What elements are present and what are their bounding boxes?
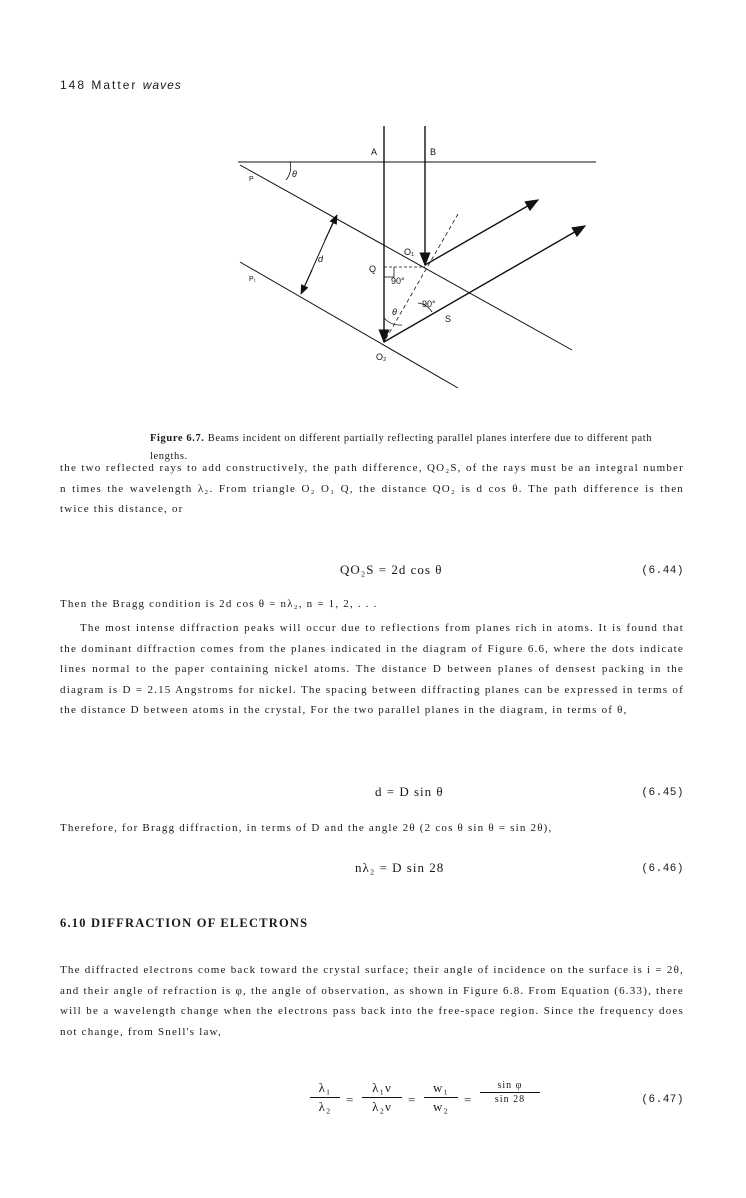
theta-arc-top bbox=[286, 162, 291, 180]
caption-label: Figure 6.7. bbox=[150, 433, 205, 444]
paragraph-5: The diffracted electrons come back toward the crystal surface; their angle of incidence on the surface is i = 2θ, and their angle of refraction is φ, the angle of observation, as shown in Figure 6.8. From Equation (6.33), there will be a wavelength change when the electrons pass back into the free-space region. Since the frequency does not change, from Snell's law, bbox=[60, 964, 684, 1038]
fraction-4 bbox=[480, 1080, 540, 1105]
label-o1: O₁ bbox=[404, 247, 415, 257]
paragraph-2: Then the Bragg condition is 2d cos θ = nλ₂, n = 1, 2, . . . bbox=[60, 598, 378, 610]
fraction-1-den: λ₂ bbox=[318, 1099, 332, 1114]
page-number: 148 bbox=[60, 78, 87, 92]
plane-oblique-2 bbox=[240, 262, 458, 388]
equals-3: = bbox=[464, 1092, 473, 1107]
section-title: DIFFRACTION OF ELECTRONS bbox=[91, 916, 309, 930]
label-90-left: 90° bbox=[391, 276, 405, 286]
equation-6-44: QO₂S = 2d cos θ bbox=[340, 562, 443, 577]
label-p: P bbox=[249, 176, 254, 183]
fraction-3-den: w₂ bbox=[433, 1099, 449, 1114]
caption-text: Beams incident on different partially reflecting parallel planes interfere due to different path lengths. bbox=[150, 433, 653, 462]
fraction-4-num: sin φ bbox=[480, 1080, 540, 1093]
equals-1: = bbox=[346, 1092, 355, 1107]
fraction-3 bbox=[424, 1080, 458, 1115]
running-title: Matter bbox=[91, 78, 138, 92]
fraction-1 bbox=[310, 1080, 340, 1115]
fraction-2-num: λ₁ν bbox=[362, 1080, 402, 1098]
section-heading bbox=[60, 916, 308, 931]
theta-arc-bottom bbox=[384, 318, 402, 325]
paragraph-3: The most intense diffraction peaks will occur due to reflections from planes rich in atoms. It is found that the dominant diffraction comes from the planes indicated in the diagram of Figure 6.6, where the dots indicate lines normal to the paper containing nickel atoms. The distance D between planes of densest packing in the diagram is D = 2.15 Angstroms for nickel. The spacing between diffracting planes can be expressed in terms of the distance D between atoms in the crystal, For the two parallel planes in the diagram, in terms of θ, bbox=[60, 622, 684, 716]
equation-6-45: d = D sin θ bbox=[375, 784, 444, 799]
running-title-italic: waves bbox=[142, 78, 182, 92]
equation-6-46: nλ₂ = D sin 28 bbox=[355, 860, 445, 875]
fraction-2-den: λ₂ν bbox=[372, 1099, 392, 1114]
paragraph-4: Therefore, for Bragg diffraction, in terms of D and the angle 2θ (2 cos θ sin θ = sin 2θ), bbox=[60, 822, 553, 834]
label-d: d bbox=[318, 254, 324, 264]
label-p1: P₁ bbox=[249, 276, 257, 283]
equation-6-47 bbox=[310, 1080, 550, 1130]
section-number: 6.10 bbox=[60, 916, 87, 930]
paragraph-1: the two reflected rays to add constructively, the path difference, QO₂S, of the rays must be an integral number n times the wavelength λ₂. From triangle O₂ O₁ Q, the distance QO₂ is d cos θ. The path difference is then twice this distance, or bbox=[60, 462, 684, 515]
label-theta-top: θ bbox=[292, 169, 297, 179]
bragg-diagram bbox=[0, 0, 746, 420]
label-theta-bottom: θ bbox=[392, 307, 397, 317]
label-o2: O₂ bbox=[376, 352, 387, 362]
equals-2: = bbox=[408, 1092, 417, 1107]
d-arrow-bottom bbox=[301, 270, 312, 294]
label-b: B bbox=[430, 147, 437, 157]
fraction-3-num: w₁ bbox=[424, 1080, 458, 1098]
label-q: Q bbox=[369, 264, 377, 274]
equation-number-6-47: (6.47) bbox=[641, 1094, 684, 1106]
equation-number-6-46: (6.46) bbox=[641, 863, 684, 875]
fraction-1-num: λ₁ bbox=[310, 1080, 340, 1098]
reflected-ray-2 bbox=[384, 226, 585, 342]
reflected-ray-1 bbox=[425, 200, 538, 265]
label-a: A bbox=[371, 147, 378, 157]
label-s: S bbox=[445, 314, 452, 324]
label-90-right: 90° bbox=[422, 299, 436, 309]
d-arrow-top bbox=[325, 215, 337, 240]
plane-oblique-1 bbox=[240, 165, 572, 350]
fraction-2 bbox=[362, 1080, 402, 1115]
equation-number-6-45: (6.45) bbox=[641, 787, 684, 799]
fraction-4-den: sin 28 bbox=[494, 1094, 526, 1105]
equation-number-6-44: (6.44) bbox=[641, 565, 684, 577]
